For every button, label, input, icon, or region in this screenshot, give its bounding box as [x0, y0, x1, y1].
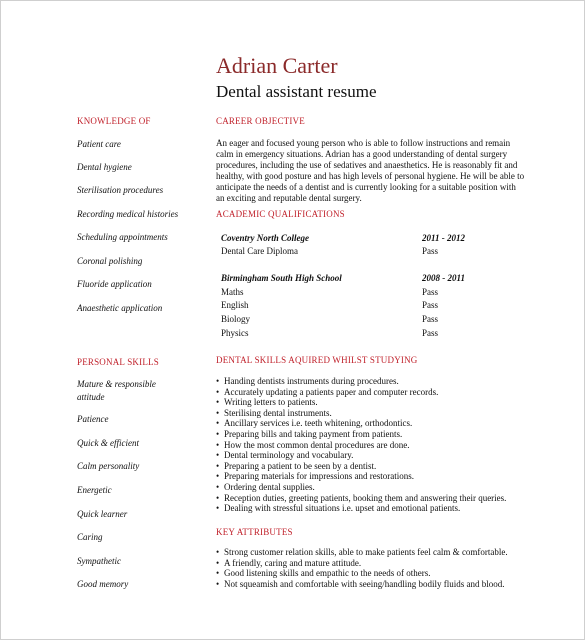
knowledge-item: Dental hygiene [77, 162, 132, 172]
result: Pass [422, 328, 439, 338]
subject: Biology [221, 314, 251, 324]
skill-item: Calm personality [77, 461, 140, 471]
list-item: • Reception duties, greeting patients, booking them and answering their queries. [216, 493, 546, 504]
resume-title: Dental assistant resume [216, 82, 377, 101]
subject: Maths [221, 287, 244, 297]
list-item: • How the most common dental procedures are done. [216, 440, 546, 451]
knowledge-item: Sterilisation procedures [77, 185, 164, 195]
list-item: • Dealing with stressful situations i.e. upset and emotional patients. [216, 503, 546, 514]
dental-skills-list [216, 376, 546, 514]
knowledge-item: Anaesthetic application [77, 303, 163, 313]
list-item: • Dental terminology and vocabulary. [216, 450, 546, 461]
candidate-name: Adrian Carter [216, 53, 338, 78]
knowledge-item: Scheduling appointments [77, 232, 168, 242]
school-row [221, 233, 481, 245]
academic-heading: ACADEMIC QUALIFICATIONS [216, 209, 345, 219]
school-name: Birmingham South High School [221, 273, 342, 283]
knowledge-item: Coronal polishing [77, 256, 143, 266]
school-row [221, 273, 481, 285]
school-years: 2008 - 2011 [422, 273, 466, 283]
list-item: • A friendly, caring and mature attitude. [216, 558, 546, 569]
career-objective-text: An eager and focused young person who is able to follow instructions and remain calm in emergency situations. Adrian has a good understanding of dental surgery procedures, including the use of sedatives and anaesthetics. He is reasonably fit and healthy, with good posture and has high levels of personal hygiene. He will be able to anticipate the needs of a dentist and is currently looking for a suitable position with an exciting and reputable dental surgery. [216, 138, 525, 203]
skill-item: Quick learner [77, 509, 128, 519]
list-item: • Accurately updating a patients paper and computer records. [216, 387, 546, 398]
knowledge-item: Patient care [77, 139, 121, 149]
list-item: • Writing letters to patients. [216, 397, 546, 408]
list-item: • Not squeamish and comfortable with seeing/handling bodily fluids and blood. [216, 579, 546, 590]
qualification-row [221, 246, 481, 258]
list-item: • Strong customer relation skills, able to make patients feel calm & comfortable. [216, 547, 546, 558]
result: Pass [422, 314, 439, 324]
list-item: • Preparing bills and taking payment from patients. [216, 429, 546, 440]
key-attributes-heading: KEY ATTRIBUTES [216, 527, 293, 537]
subject: English [221, 300, 249, 310]
subject: Physics [221, 328, 249, 338]
school-years: 2011 - 2012 [422, 233, 466, 243]
list-item: • Ordering dental supplies. [216, 482, 546, 493]
subject: Dental Care Diploma [221, 246, 298, 256]
knowledge-item: Recording medical histories [77, 209, 179, 219]
personal-skills-heading: PERSONAL SKILLS [77, 357, 159, 367]
career-objective-heading: CAREER OBJECTIVE [216, 116, 305, 126]
skill-item: Quick & efficient [77, 438, 139, 448]
skill-item: Caring [77, 532, 103, 542]
list-item: • Preparing materials for impressions and restorations. [216, 471, 546, 482]
list-item: • Good listening skills and empathic to the needs of others. [216, 568, 546, 579]
skill-item: Mature & responsible attitude [77, 379, 156, 402]
result: Pass [422, 287, 439, 297]
qualification-row [221, 328, 481, 340]
qualification-row [221, 287, 481, 299]
list-item: • Ancillary services i.e. teeth whitening, orthodontics. [216, 418, 546, 429]
dental-skills-heading: DENTAL SKILLS AQUIRED WHILST STUDYING [216, 355, 418, 365]
list-item: • Preparing a patient to be seen by a dentist. [216, 461, 546, 472]
list-item: • Sterilising dental instruments. [216, 408, 546, 419]
qualification-row [221, 314, 481, 326]
result: Pass [422, 300, 439, 310]
school-name: Coventry North College [221, 233, 309, 243]
result: Pass [422, 246, 439, 256]
qualification-row [221, 300, 481, 312]
skill-item: Energetic [77, 485, 112, 495]
skill-item: Sympathetic [77, 556, 121, 566]
skill-item: Patience [77, 414, 109, 424]
knowledge-heading: KNOWLEDGE OF [77, 116, 151, 126]
knowledge-item: Fluoride application [77, 279, 152, 289]
list-item: • Handing dentists instruments during procedures. [216, 376, 546, 387]
skill-item: Good memory [77, 579, 129, 589]
key-attributes-list [216, 547, 546, 589]
